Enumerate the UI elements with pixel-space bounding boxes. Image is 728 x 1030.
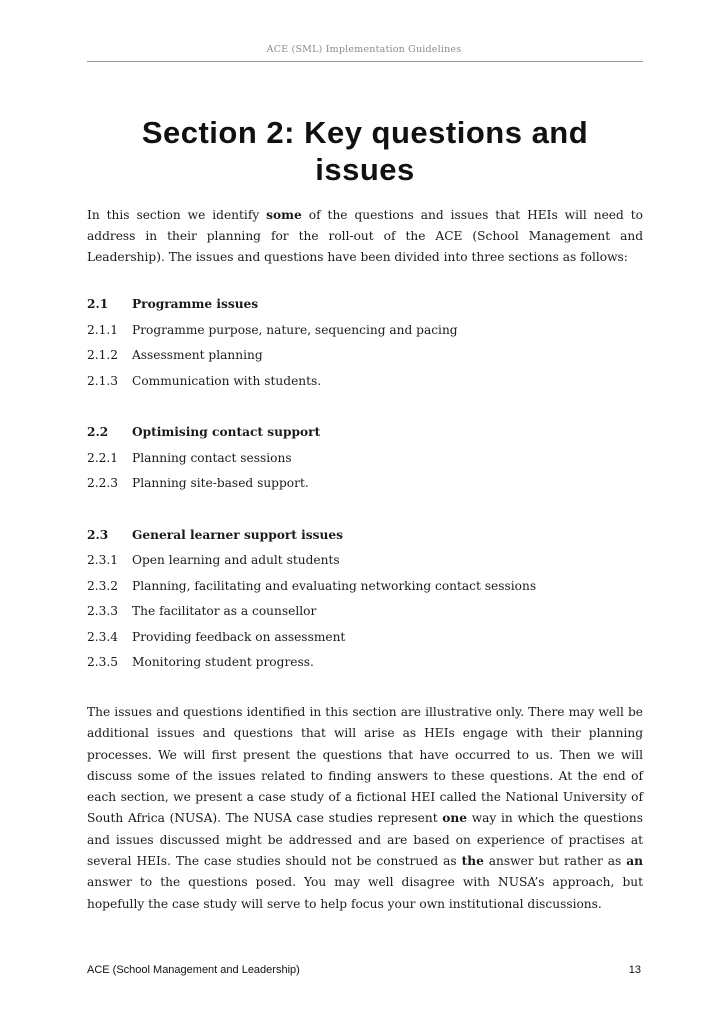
running-header: ACE (SML) Implementation Guidelines — [266, 44, 462, 55]
intro-text-2: of the questions and issues that HEIs will need to address in their planning for the roll-out of the ACE (School Management and Leadership). The issues and questions have been divided into three sections as follows: — [87, 208, 644, 264]
outline-group-heading — [87, 420, 643, 446]
closing-emphasis-one: one — [442, 811, 468, 826]
outline-item — [87, 548, 643, 574]
intro-paragraph — [87, 205, 643, 268]
outline-item-number: 2.1.2 — [87, 348, 119, 362]
outline-group-number: 2.2 — [87, 425, 109, 439]
outline-item-text: Communication with students. — [132, 373, 322, 388]
section-title — [87, 114, 643, 188]
intro-emphasis: some — [266, 208, 302, 222]
outline-group-title: General learner support issues — [132, 527, 343, 542]
outline-item-text: Planning site-based support. — [132, 476, 309, 490]
outline-item — [87, 318, 643, 344]
closing-text-2: way in which the questions and issues discussed might be addressed and are based on experience of practises at several HEIs. The case studies should not be construed as — [87, 811, 643, 869]
outline-group-number: 2.1 — [87, 297, 109, 311]
outline-item-text: Assessment planning — [132, 348, 263, 362]
outline-item-number: 2.3.1 — [87, 553, 119, 567]
outline-item — [87, 446, 643, 472]
closing-emphasis-the: the — [461, 854, 484, 869]
outline-group — [87, 523, 643, 676]
closing-text-1: The issues and questions identified in this section are illustrative only. There may well be additional issues and questions that will arise as HEIs engage with their planning processes. We will first present the questions that have occurred to us. Then we will discuss some of the issues related to finding answers to these questions. At the end of each section, we present a case study of a fictional HEI called the National University of South Africa (NUSA). The NUSA case studies represent — [87, 705, 643, 826]
outline-item — [87, 471, 643, 497]
outline-item-text: Programme purpose, nature, sequencing and pacing — [132, 322, 458, 337]
section-title-line-1: Section 2: Key questions and — [141, 115, 589, 150]
outline-item — [87, 625, 643, 651]
outline-item-text: Planning, facilitating and evaluating networking contact sessions — [132, 578, 537, 593]
outline-item-text: Monitoring student progress. — [132, 655, 314, 669]
outline-item-number: 2.3.3 — [87, 604, 119, 618]
footer-title: ACE (School Management and Leadership) — [87, 964, 300, 976]
outline-item-number: 2.3.5 — [87, 655, 119, 669]
outline-group-number: 2.3 — [87, 527, 109, 542]
outline-item-number: 2.2.1 — [87, 450, 119, 465]
header-rule — [87, 61, 643, 62]
outline-item-text: Planning contact sessions — [132, 450, 292, 465]
outline-item-text: The facilitator as a counsellor — [132, 604, 317, 618]
section-outline — [87, 292, 643, 702]
outline-group-heading — [87, 523, 643, 549]
outline-group-heading — [87, 292, 643, 318]
closing-emphasis-an: an — [626, 854, 643, 869]
outline-item-number: 2.1.3 — [87, 373, 119, 388]
page-number: 13 — [628, 964, 641, 976]
outline-item — [87, 574, 643, 600]
intro-text-1: In this section we identify — [87, 208, 267, 222]
closing-text-4: answer to the questions posed. You may well disagree with NUSA’s approach, but hopefully the case study will serve to help focus your own institutional discussions. — [87, 875, 643, 911]
outline-item-text: Open learning and adult students — [132, 553, 340, 567]
closing-paragraph — [87, 702, 643, 915]
outline-item-number: 2.2.3 — [87, 476, 119, 490]
outline-group-title: Programme issues — [132, 297, 259, 311]
outline-item — [87, 369, 643, 395]
outline-group — [87, 420, 643, 497]
outline-item — [87, 599, 643, 625]
outline-item — [87, 650, 643, 676]
outline-item-number: 2.3.2 — [87, 578, 119, 593]
outline-group-title: Optimising contact support — [132, 425, 321, 439]
outline-group — [87, 292, 643, 394]
outline-item-text: Providing feedback on assessment — [132, 629, 346, 644]
outline-item-number: 2.1.1 — [87, 322, 119, 337]
outline-item — [87, 343, 643, 369]
section-title-line-2: issues — [315, 152, 415, 187]
closing-text-3: answer but rather as — [483, 854, 627, 869]
outline-item-number: 2.3.4 — [87, 629, 119, 644]
